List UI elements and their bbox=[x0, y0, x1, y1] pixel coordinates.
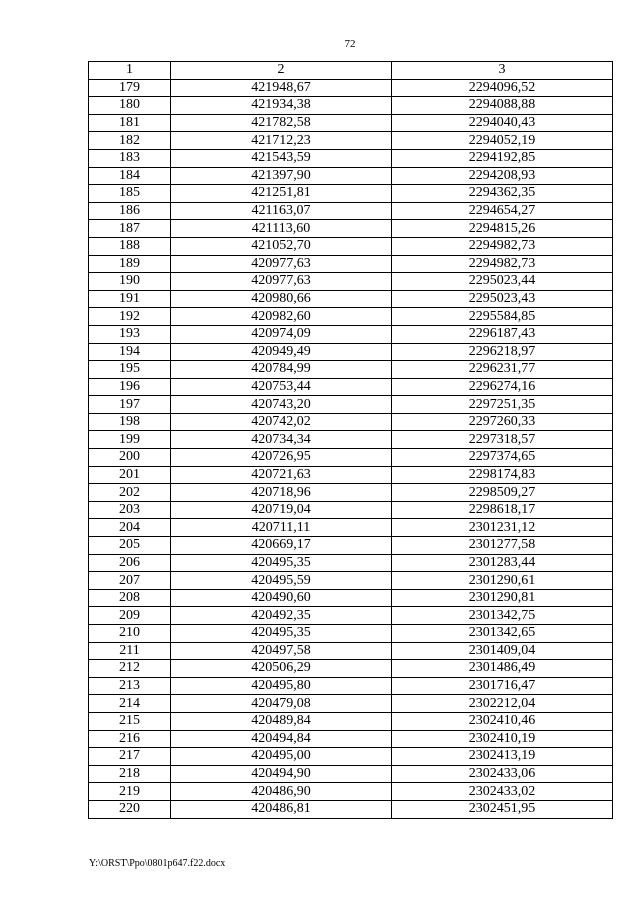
y-coordinate-cell: 2294982,73 bbox=[392, 255, 613, 273]
x-coordinate-cell: 420784,99 bbox=[171, 361, 392, 379]
table-row bbox=[89, 273, 613, 291]
point-number-cell: 216 bbox=[89, 730, 171, 748]
table-row bbox=[89, 730, 613, 748]
table-row bbox=[89, 325, 613, 343]
x-coordinate-cell: 421782,58 bbox=[171, 114, 392, 132]
x-coordinate-cell: 420980,66 bbox=[171, 290, 392, 308]
point-number-cell: 181 bbox=[89, 114, 171, 132]
table-row bbox=[89, 642, 613, 660]
x-coordinate-cell: 420721,63 bbox=[171, 466, 392, 484]
y-coordinate-cell: 2301342,65 bbox=[392, 625, 613, 643]
x-coordinate-cell: 420490,60 bbox=[171, 589, 392, 607]
point-number-cell: 186 bbox=[89, 202, 171, 220]
table-body bbox=[89, 79, 613, 818]
point-number-cell: 194 bbox=[89, 343, 171, 361]
y-coordinate-cell: 2296218,97 bbox=[392, 343, 613, 361]
x-coordinate-cell: 420486,81 bbox=[171, 800, 392, 818]
point-number-cell: 211 bbox=[89, 642, 171, 660]
point-number-cell: 219 bbox=[89, 783, 171, 801]
point-number-cell: 196 bbox=[89, 378, 171, 396]
point-number-cell: 207 bbox=[89, 572, 171, 590]
y-coordinate-cell: 2298509,27 bbox=[392, 484, 613, 502]
point-number-cell: 184 bbox=[89, 167, 171, 185]
point-number-cell: 187 bbox=[89, 220, 171, 238]
x-coordinate-cell: 421052,70 bbox=[171, 237, 392, 255]
x-coordinate-cell: 420506,29 bbox=[171, 660, 392, 678]
y-coordinate-cell: 2301277,58 bbox=[392, 537, 613, 555]
y-coordinate-cell: 2296231,77 bbox=[392, 361, 613, 379]
x-coordinate-cell: 420494,84 bbox=[171, 730, 392, 748]
table-header-row bbox=[89, 62, 613, 80]
x-coordinate-cell: 420479,08 bbox=[171, 695, 392, 713]
point-number-cell: 218 bbox=[89, 765, 171, 783]
x-coordinate-cell: 420486,90 bbox=[171, 783, 392, 801]
table-row bbox=[89, 589, 613, 607]
x-coordinate-cell: 420977,63 bbox=[171, 255, 392, 273]
y-coordinate-cell: 2297260,33 bbox=[392, 413, 613, 431]
y-coordinate-cell: 2301486,49 bbox=[392, 660, 613, 678]
table-row bbox=[89, 413, 613, 431]
point-number-cell: 206 bbox=[89, 554, 171, 572]
point-number-cell: 217 bbox=[89, 748, 171, 766]
coordinates-table bbox=[88, 61, 613, 819]
table-row bbox=[89, 290, 613, 308]
point-number-cell: 191 bbox=[89, 290, 171, 308]
table-row bbox=[89, 712, 613, 730]
y-coordinate-cell: 2301342,75 bbox=[392, 607, 613, 625]
column-header-1: 1 bbox=[89, 62, 171, 80]
point-number-cell: 208 bbox=[89, 589, 171, 607]
x-coordinate-cell: 420974,09 bbox=[171, 325, 392, 343]
table-row bbox=[89, 607, 613, 625]
y-coordinate-cell: 2302413,19 bbox=[392, 748, 613, 766]
coordinates-table-container bbox=[88, 61, 613, 819]
x-coordinate-cell: 420977,63 bbox=[171, 273, 392, 291]
y-coordinate-cell: 2294096,52 bbox=[392, 79, 613, 97]
point-number-cell: 183 bbox=[89, 149, 171, 167]
point-number-cell: 220 bbox=[89, 800, 171, 818]
y-coordinate-cell: 2294654,27 bbox=[392, 202, 613, 220]
x-coordinate-cell: 420495,00 bbox=[171, 748, 392, 766]
table-row bbox=[89, 114, 613, 132]
table-row bbox=[89, 572, 613, 590]
column-header-2: 2 bbox=[171, 62, 392, 80]
point-number-cell: 188 bbox=[89, 237, 171, 255]
table-row bbox=[89, 625, 613, 643]
table-row bbox=[89, 431, 613, 449]
point-number-cell: 179 bbox=[89, 79, 171, 97]
x-coordinate-cell: 420718,96 bbox=[171, 484, 392, 502]
point-number-cell: 213 bbox=[89, 677, 171, 695]
point-number-cell: 214 bbox=[89, 695, 171, 713]
y-coordinate-cell: 2302410,46 bbox=[392, 712, 613, 730]
x-coordinate-cell: 420495,35 bbox=[171, 554, 392, 572]
table-row bbox=[89, 449, 613, 467]
table-row bbox=[89, 220, 613, 238]
x-coordinate-cell: 420711,11 bbox=[171, 519, 392, 537]
x-coordinate-cell: 420495,59 bbox=[171, 572, 392, 590]
x-coordinate-cell: 421712,23 bbox=[171, 132, 392, 150]
y-coordinate-cell: 2294052,19 bbox=[392, 132, 613, 150]
x-coordinate-cell: 421251,81 bbox=[171, 185, 392, 203]
x-coordinate-cell: 420495,80 bbox=[171, 677, 392, 695]
x-coordinate-cell: 420492,35 bbox=[171, 607, 392, 625]
point-number-cell: 189 bbox=[89, 255, 171, 273]
point-number-cell: 215 bbox=[89, 712, 171, 730]
x-coordinate-cell: 420726,95 bbox=[171, 449, 392, 467]
x-coordinate-cell: 420497,58 bbox=[171, 642, 392, 660]
y-coordinate-cell: 2302433,06 bbox=[392, 765, 613, 783]
y-coordinate-cell: 2294208,93 bbox=[392, 167, 613, 185]
y-coordinate-cell: 2297318,57 bbox=[392, 431, 613, 449]
point-number-cell: 182 bbox=[89, 132, 171, 150]
y-coordinate-cell: 2296187,43 bbox=[392, 325, 613, 343]
x-coordinate-cell: 420982,60 bbox=[171, 308, 392, 326]
y-coordinate-cell: 2294088,88 bbox=[392, 97, 613, 115]
y-coordinate-cell: 2294040,43 bbox=[392, 114, 613, 132]
point-number-cell: 200 bbox=[89, 449, 171, 467]
y-coordinate-cell: 2302451,95 bbox=[392, 800, 613, 818]
table-row bbox=[89, 237, 613, 255]
footer-file-path: Y:\ORST\Ppo\0801p647.f22.docx bbox=[89, 858, 226, 869]
table-row bbox=[89, 660, 613, 678]
y-coordinate-cell: 2302433,02 bbox=[392, 783, 613, 801]
table-row bbox=[89, 149, 613, 167]
y-coordinate-cell: 2301231,12 bbox=[392, 519, 613, 537]
point-number-cell: 190 bbox=[89, 273, 171, 291]
table-row bbox=[89, 167, 613, 185]
y-coordinate-cell: 2295023,44 bbox=[392, 273, 613, 291]
point-number-cell: 202 bbox=[89, 484, 171, 502]
table-row bbox=[89, 537, 613, 555]
table-row bbox=[89, 132, 613, 150]
y-coordinate-cell: 2298174,83 bbox=[392, 466, 613, 484]
y-coordinate-cell: 2297374,65 bbox=[392, 449, 613, 467]
table-row bbox=[89, 97, 613, 115]
page-number: 72 bbox=[344, 38, 356, 50]
table-row bbox=[89, 677, 613, 695]
y-coordinate-cell: 2301409,04 bbox=[392, 642, 613, 660]
point-number-cell: 204 bbox=[89, 519, 171, 537]
table-row bbox=[89, 202, 613, 220]
x-coordinate-cell: 421113,60 bbox=[171, 220, 392, 238]
x-coordinate-cell: 420734,34 bbox=[171, 431, 392, 449]
point-number-cell: 201 bbox=[89, 466, 171, 484]
table-row bbox=[89, 501, 613, 519]
x-coordinate-cell: 420743,20 bbox=[171, 396, 392, 414]
table-row bbox=[89, 783, 613, 801]
table-row bbox=[89, 308, 613, 326]
table-row bbox=[89, 378, 613, 396]
point-number-cell: 199 bbox=[89, 431, 171, 449]
column-header-3: 3 bbox=[392, 62, 613, 80]
point-number-cell: 210 bbox=[89, 625, 171, 643]
x-coordinate-cell: 421934,38 bbox=[171, 97, 392, 115]
table-row bbox=[89, 519, 613, 537]
x-coordinate-cell: 420719,04 bbox=[171, 501, 392, 519]
point-number-cell: 203 bbox=[89, 501, 171, 519]
point-number-cell: 205 bbox=[89, 537, 171, 555]
y-coordinate-cell: 2302410,19 bbox=[392, 730, 613, 748]
point-number-cell: 192 bbox=[89, 308, 171, 326]
table-row bbox=[89, 748, 613, 766]
y-coordinate-cell: 2301290,61 bbox=[392, 572, 613, 590]
x-coordinate-cell: 420669,17 bbox=[171, 537, 392, 555]
x-coordinate-cell: 421543,59 bbox=[171, 149, 392, 167]
x-coordinate-cell: 420489,84 bbox=[171, 712, 392, 730]
table-row bbox=[89, 484, 613, 502]
table-row bbox=[89, 800, 613, 818]
y-coordinate-cell: 2297251,35 bbox=[392, 396, 613, 414]
x-coordinate-cell: 420753,44 bbox=[171, 378, 392, 396]
point-number-cell: 180 bbox=[89, 97, 171, 115]
point-number-cell: 209 bbox=[89, 607, 171, 625]
y-coordinate-cell: 2298618,17 bbox=[392, 501, 613, 519]
x-coordinate-cell: 420494,90 bbox=[171, 765, 392, 783]
y-coordinate-cell: 2295023,43 bbox=[392, 290, 613, 308]
table-row bbox=[89, 396, 613, 414]
point-number-cell: 193 bbox=[89, 325, 171, 343]
y-coordinate-cell: 2294815,26 bbox=[392, 220, 613, 238]
x-coordinate-cell: 420742,02 bbox=[171, 413, 392, 431]
table-row bbox=[89, 361, 613, 379]
x-coordinate-cell: 421948,67 bbox=[171, 79, 392, 97]
point-number-cell: 198 bbox=[89, 413, 171, 431]
y-coordinate-cell: 2301716,47 bbox=[392, 677, 613, 695]
y-coordinate-cell: 2301290,81 bbox=[392, 589, 613, 607]
table-row bbox=[89, 255, 613, 273]
point-number-cell: 195 bbox=[89, 361, 171, 379]
y-coordinate-cell: 2294192,85 bbox=[392, 149, 613, 167]
table-row bbox=[89, 79, 613, 97]
point-number-cell: 185 bbox=[89, 185, 171, 203]
x-coordinate-cell: 420949,49 bbox=[171, 343, 392, 361]
x-coordinate-cell: 421397,90 bbox=[171, 167, 392, 185]
y-coordinate-cell: 2302212,04 bbox=[392, 695, 613, 713]
table-row bbox=[89, 185, 613, 203]
y-coordinate-cell: 2296274,16 bbox=[392, 378, 613, 396]
table-row bbox=[89, 765, 613, 783]
y-coordinate-cell: 2294982,73 bbox=[392, 237, 613, 255]
table-row bbox=[89, 554, 613, 572]
x-coordinate-cell: 420495,35 bbox=[171, 625, 392, 643]
x-coordinate-cell: 421163,07 bbox=[171, 202, 392, 220]
y-coordinate-cell: 2301283,44 bbox=[392, 554, 613, 572]
table-row bbox=[89, 343, 613, 361]
y-coordinate-cell: 2294362,35 bbox=[392, 185, 613, 203]
point-number-cell: 197 bbox=[89, 396, 171, 414]
y-coordinate-cell: 2295584,85 bbox=[392, 308, 613, 326]
table-row bbox=[89, 695, 613, 713]
point-number-cell: 212 bbox=[89, 660, 171, 678]
table-row bbox=[89, 466, 613, 484]
